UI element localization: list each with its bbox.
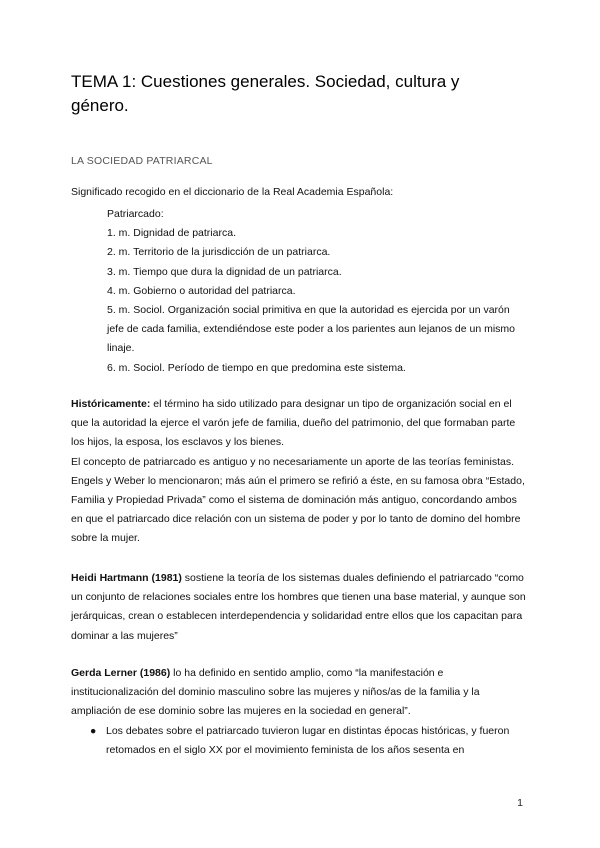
- definitions-list: [107, 205, 527, 378]
- definition-item: 4. m. Gobierno o autoridad del patriarca.: [107, 284, 296, 297]
- lerner-label: Gerda Lerner (1986): [71, 667, 171, 679]
- historicamente-label: Históricamente:: [71, 398, 151, 410]
- definition-item: 2. m. Territorio de la jurisdicción de un patriarca.: [107, 246, 331, 259]
- definition-item: 5. m. Sociol. Organización social primitiva en que la autoridad es ejercida por un varón jefe de cada familia, extendiéndose este poder a los parientes aun lejanos de un mismo linaje.: [107, 304, 516, 355]
- historicamente-paragraph: [71, 395, 531, 549]
- historicamente-text-2: El concepto de patriarcado es antiguo y no necesariamente un aporte de las teorías feministas. Engels y Weber lo mencionaron; más aún el primero se refirió a éste, en su famosa obra “Estado, Familia y Propiedad Privada” como el sistema de dominación más antiguo, concordando ambos en que el patriarcado dice relación con un sistema de poder y por lo tanto de domino del hombre sobre la mujer.: [71, 455, 525, 545]
- definition-item: 6. m. Sociol. Período de tiempo en que predomina este sistema.: [107, 361, 406, 374]
- bullet-marker: ●: [90, 725, 97, 737]
- definitions-heading: Patriarcado:: [107, 208, 164, 220]
- page-title: TEMA 1: Cuestiones generales. Sociedad, cultura y género.: [71, 72, 460, 115]
- section-heading: LA SOCIEDAD PATRIARCAL: [71, 155, 213, 167]
- hartmann-paragraph: [71, 569, 531, 646]
- definition-item: 1. m. Dignidad de patriarca.: [107, 227, 236, 240]
- definition-item: 3. m. Tiempo que dura la dignidad de un patriarca.: [107, 265, 342, 278]
- lerner-paragraph: [71, 664, 531, 722]
- lerner-text: lo ha definido en sentido amplio, como “la manifestación e institucionalización del dominio masculino sobre las mujeres y niños/as de la familia y la ampliación de ese dominio sobre las mujeres en la sociedad en general”.: [71, 667, 480, 718]
- hartmann-label: Heidi Hartmann (1981): [71, 572, 182, 584]
- page-number: 1: [517, 797, 523, 809]
- bullet-text: Los debates sobre el patriarcado tuvieron lugar en distintas épocas históricas, y fueron retomados en el siglo XX por el movimiento feminista de los años sesenta en: [106, 725, 510, 757]
- hartmann-text: sostiene la teoría de los sistemas duales definiendo el patriarcado “como un conjunto de relaciones sociales entre los hombres que tienen una base material, y aunque son jerárquicas, crean o establecen interdependencia y solidaridad entre ellos que los capacitan para dominar a las mujeres”: [71, 572, 526, 642]
- historicamente-text: el término ha sido utilizado para designar un tipo de organización social en el que la autoridad la ejerce el varón jefe de familia, dueño del patrimonio, del que formaban parte los hijos, la esposa, los esclavos y los bienes.: [71, 398, 516, 449]
- bullet-item: [90, 722, 530, 760]
- intro-text: Significado recogido en el diccionario de la Real Academia Española:: [71, 186, 394, 198]
